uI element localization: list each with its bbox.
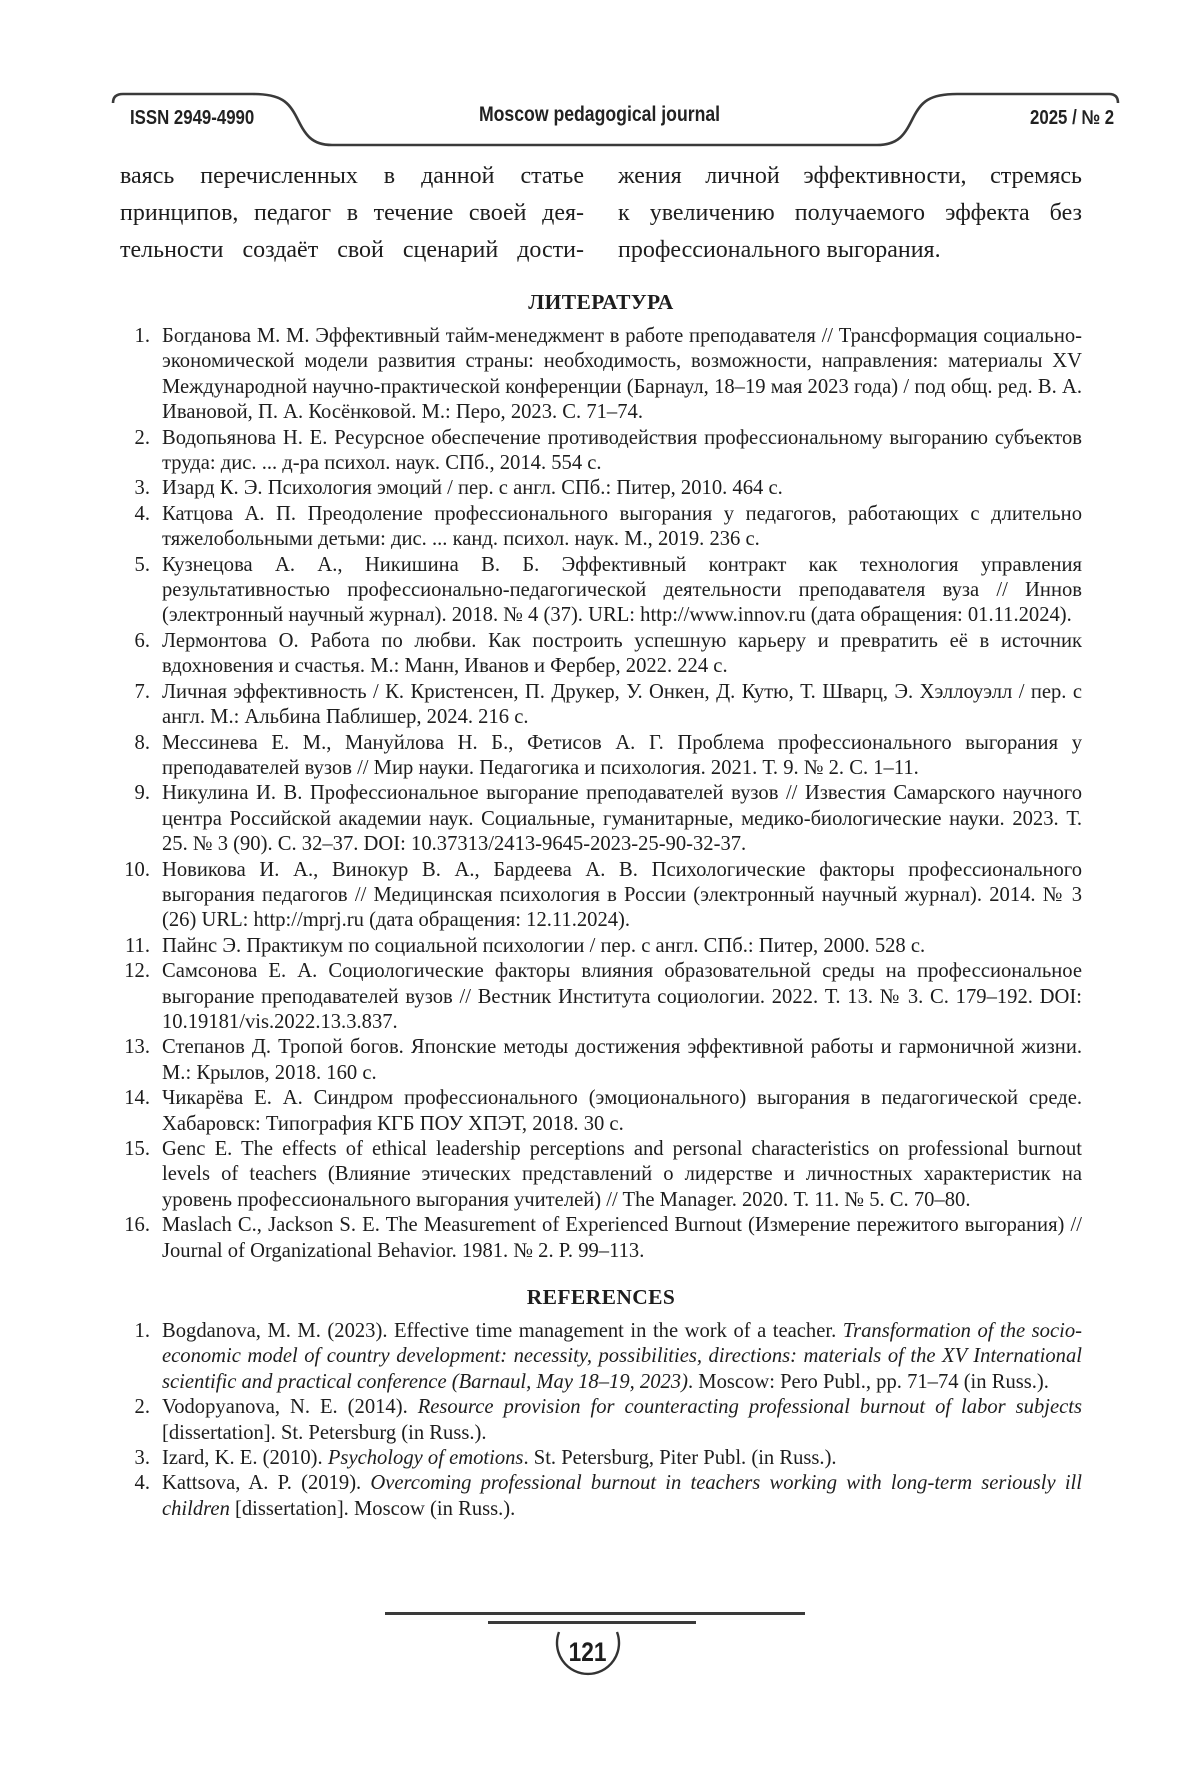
intro-line: профессионального выгорания. — [618, 237, 941, 263]
reference-text: Личная эффективность / К. Кристенсен, П. Друкер, У. Онкен, Д. Кутю, Т. Шварц, Э. Хэллоуэлл / пер. с англ. М.: Альбина Паблишер, 2024. 216 с. — [162, 680, 1082, 729]
reference-number: 5. — [134, 553, 150, 576]
literature-list — [120, 324, 1082, 1264]
reference-number: 2. — [134, 1396, 150, 1419]
reference-text: Vodopyanova, N. E. (2014). Resource provision for counteracting professional burnout of labor subjects [dissertation]. St. Petersburg (in Russ.). — [162, 1396, 1082, 1444]
reference-text: Изард К. Э. Психология эмоций / пер. с англ. СПб.: Питер, 2010. 464 с. — [162, 477, 783, 500]
reference-item — [120, 1137, 1082, 1213]
reference-text: Izard, K. E. (2010). Psychology of emotions. St. Petersburg, Piter Publ. (in Russ.). — [162, 1447, 837, 1470]
reference-text: Genc E. The effects of ethical leadership perceptions and personal characteristics on professional burnout levels of teachers (Влияние этических представлений о лидерстве и личностных характеристик на уровень профессионального выгорания учителей) // The Manager. 2020. Т. 11. № 5. С. 70–80. — [162, 1138, 1082, 1211]
reference-text: Чикарёва Е. А. Синдром профессионального (эмоционального) выгорания в педагогической среде. Хабаровск: Типография КГБ ПОУ ХПЭТ, 2018. 30 с. — [162, 1087, 1082, 1135]
reference-item — [120, 502, 1082, 553]
reference-text: Новикова И. А., Винокур В. А., Бардеева А. В. Психологические факторы профессионального выгорания педагогов // Медицинская психология в России (электронный научный журнал). 2014. № 3 (26) URL: http://mprj.ru (дата обращения: 12.11.2024). — [162, 858, 1082, 932]
reference-number: 1. — [134, 1320, 150, 1343]
reference-text: Богданова М. М. Эффективный тайм-менеджмент в работе преподавателя // Трансформация социально-экономической модели развития страны: необходимость, возможности, направления: материалы XV Международной научно-практической конференции (Барнаул, 18–19 мая 2023 года) / под общ. ред. В. А. Ивановой, П. А. Косёнковой. М.: Перо, 2023. С. 71–74. — [162, 325, 1082, 424]
reference-item — [120, 324, 1082, 426]
reference-item — [120, 1395, 1082, 1446]
reference-number: 12. — [124, 960, 150, 983]
reference-item — [120, 959, 1082, 1035]
reference-item — [120, 553, 1082, 629]
reference-number: 2. — [134, 426, 150, 449]
header-issn: ISSN 2949-4990 — [130, 107, 255, 129]
reference-number: 3. — [134, 1447, 150, 1470]
reference-item — [120, 781, 1082, 857]
reference-number: 16. — [124, 1214, 150, 1237]
footer-rule-short — [488, 1621, 696, 1624]
reference-number: 15. — [124, 1138, 150, 1160]
reference-text: Самсонова Е. А. Социологические факторы влияния образовательной среды на профессиональное выгорание преподавателей вузов // Вестник Института социологии. 2022. Т. 13. № 3. С. 179–192. DOI: 10.19181/vis.2022.13.3.837. — [162, 960, 1082, 1033]
intro-line: принципов, педагог в течение своей дея- — [120, 200, 584, 226]
reference-number: 4. — [134, 502, 150, 525]
reference-text: Кузнецова А. А., Никишина В. Б. Эффективный контракт как технология управления результативностью профессионально-педагогической деятельности преподавателя вуза // Иннов (электронный научный журнал). 2018. № 4 (37). URL: http://www.innov.ru (дата обращения: 01.11.2024). — [162, 553, 1082, 627]
reference-text: Водопьянова Н. Е. Ресурсное обеспечение противодействия профессиональному выгоранию субъектов труда: дис. ... д-ра психол. наук. СПб., 2014. 554 с. — [162, 426, 1082, 475]
intro-column-left — [120, 158, 584, 269]
reference-number: 11. — [125, 934, 150, 957]
intro-line: к увеличению получаемого эффекта без — [618, 200, 1082, 226]
literatura-heading: ЛИТЕРАТУРА — [528, 290, 674, 314]
reference-text: Никулина И. В. Профессиональное выгорание преподавателей вузов // Известия Самарского научного центра Российской академии наук. Социальные, гуманитарные, медико-биологические науки. 2023. Т. 25. № 3 (90). С. 32–37. DOI: 10.37313/2413-9645-2023-25-90-32-37. — [162, 782, 1082, 856]
reference-text: Kattsova, A. P. (2019). Overcoming professional burnout in teachers working with long-term seriously ill children [dissertation]. Moscow (in Russ.). — [162, 1472, 1082, 1520]
reference-text: Катцова А. П. Преодоление профессионального выгорания у педагогов, работающих с длительно тяжелобольными детьми: дис. ... канд. психол. наук. М., 2019. 236 с. — [162, 502, 1082, 551]
reference-item — [120, 1213, 1082, 1264]
reference-number: 13. — [124, 1036, 150, 1059]
reference-text: Степанов Д. Тропой богов. Японские методы достижения эффективной работы и гармоничной жизни. М.: Крылов, 2018. 160 с. — [162, 1036, 1082, 1084]
reference-number: 3. — [134, 477, 150, 500]
journal-title: Moscow pedagogical journal — [479, 103, 721, 126]
page-content — [120, 158, 1082, 1522]
reference-item — [120, 1086, 1082, 1137]
references-heading: REFERENCES — [526, 1285, 676, 1310]
reference-item — [120, 1446, 1082, 1471]
reference-item — [120, 1319, 1082, 1395]
reference-item — [120, 476, 1082, 501]
reference-number: 1. — [134, 325, 150, 347]
reference-number: 8. — [134, 731, 150, 754]
reference-number: 9. — [134, 782, 150, 805]
intro-line: ваясь перечисленных в данной статье — [120, 163, 584, 189]
reference-item — [120, 629, 1082, 680]
reference-item — [120, 1471, 1082, 1522]
reference-item — [120, 426, 1082, 477]
reference-item — [120, 858, 1082, 934]
intro-line: тельности создаёт свой сценарий дости- — [120, 237, 584, 263]
intro-column-right — [618, 158, 1082, 269]
reference-number: 4. — [134, 1472, 150, 1495]
page-number: 121 — [569, 1637, 607, 1667]
reference-text: Мессинева Е. М., Мануйлова Н. Б., Фетисов А. Г. Проблема профессионального выгорания у преподавателей вузов // Мир науки. Педагогика и психология. 2021. Т. 9. № 2. С. 1–11. — [162, 731, 1082, 779]
reference-text: Лермонтова О. Работа по любви. Как построить успешную карьеру и превратить её в источник вдохновения и счастья. М.: Манн, Иванов и Фербер, 2022. 224 с. — [162, 629, 1082, 678]
reference-item — [120, 1035, 1082, 1086]
footer-rule-long — [385, 1612, 805, 1615]
reference-item — [120, 731, 1082, 782]
reference-text: Bogdanova, M. M. (2023). Effective time management in the work of a teacher. Transformation of the socio-economic model of country development: necessity, possibilities, directions: materials of the XV International scientific and practical conference (Barnaul, May 18–19, 2023). Moscow: Pero Publ., pp. 71–74 (in Russ.). — [162, 1320, 1082, 1393]
reference-number: 14. — [124, 1087, 150, 1110]
references-list — [120, 1319, 1082, 1522]
intro-paragraph — [120, 158, 1082, 269]
reference-item — [120, 680, 1082, 731]
header-issue: 2025 / № 2 — [1029, 107, 1114, 129]
intro-line: жения личной эффективности, стремясь — [618, 163, 1082, 189]
reference-item — [120, 934, 1082, 959]
reference-number: 6. — [134, 629, 150, 652]
reference-text: Maslach C., Jackson S. E. The Measurement of Experienced Burnout (Измерение пережитого выгорания) // Journal of Organizational Behavior. 1981. № 2. P. 99–113. — [162, 1214, 1082, 1262]
reference-number: 7. — [134, 680, 150, 703]
reference-number: 10. — [124, 858, 150, 881]
reference-text: Пайнс Э. Практикум по социальной психологии / пер. с англ. СПб.: Питер, 2000. 528 с. — [162, 934, 926, 957]
